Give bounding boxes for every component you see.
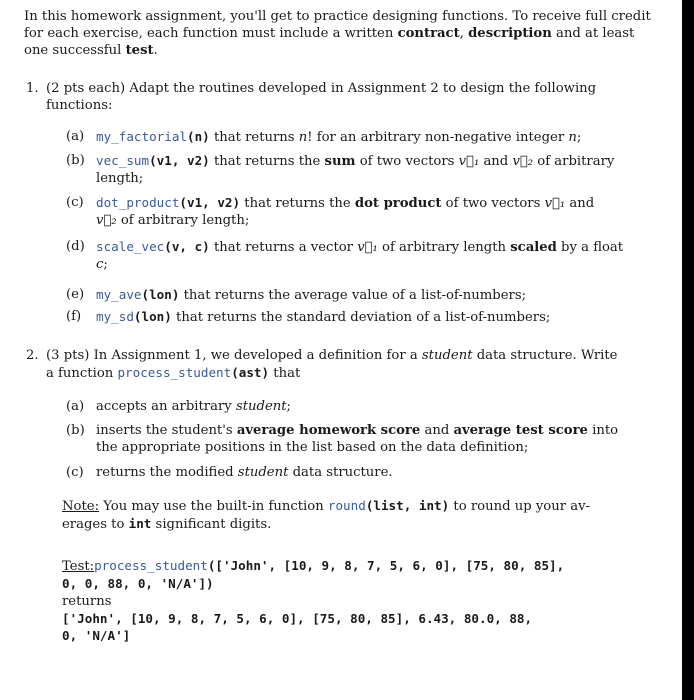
test-args-line-2: 0, 0, 88, 0, 'N/A']) [62,576,214,591]
item-text: the appropriate positions in the list based on the data definition; [96,440,529,455]
function-name: round [327,498,366,513]
note-text: to round up your av- [449,499,590,514]
result-line-1: ['John', [10, 9, 8, 7, 5, 6, 0], [75, 80, 85], 6.43, 80.0, 88, [62,611,533,626]
bold-term: average test score [453,423,588,438]
item-label: (f) [66,309,82,324]
q1-item-a [66,128,626,146]
item-label: (a) [66,129,85,144]
math-var: c [96,257,104,272]
note-block [62,497,650,533]
intro-text: , [459,26,469,41]
q1-item-e [66,286,626,304]
note-label: Note: [62,499,100,514]
item-text: and [479,154,513,169]
right-edge-bar [682,0,694,700]
function-args: (v1, v2) [179,195,241,210]
vector-symbol: v⃗₂ [96,213,117,228]
function-args: (v1, v2) [149,153,210,168]
item-text: inserts the student's [96,423,237,438]
item-text: of arbitrary [533,154,615,169]
item-text: that returns a vector [209,240,358,255]
student-term: student [421,348,473,363]
item-text: into [587,423,619,438]
student-term: student [235,399,287,414]
item-text: and [565,196,595,211]
function-args: (list, int) [365,498,450,513]
student-term: student [237,465,289,480]
function-name: dot_product [96,195,180,210]
item-text: of two vectors [441,196,545,211]
function-args: (ast) [231,365,270,380]
test-term: test [125,43,154,58]
note-line-1 [62,497,650,515]
item-text: accepts an arbitrary [96,399,236,414]
item-label: (b) [66,153,85,168]
item-label: (a) [66,399,85,414]
question-text-part: data structure. Write [472,348,618,363]
bold-term: sum [324,154,356,169]
item-line-2 [96,256,626,273]
item-label: (c) [66,195,84,210]
q1-item-f [66,308,626,326]
function-args: (v, c) [164,239,210,254]
q2-item-c [66,464,626,481]
note-text: You may use the built-in function [99,499,328,514]
item-text: of two vectors [355,154,459,169]
intro-text: one successful [24,43,126,58]
item-line-2 [96,212,626,229]
function-name: vec_sum [96,153,150,168]
item-text: ! for an arbitrary non-negative integer [307,130,569,145]
intro-text: and at least [551,26,635,41]
function-name: scale_vec [96,239,165,254]
intro-paragraph [24,8,651,59]
function-name: process_student [117,365,232,380]
bold-term: average homework score [236,423,421,438]
item-label: (b) [66,423,85,438]
question-text-part: that [269,366,301,381]
question-1 [26,80,634,114]
contract-term: contract [397,26,460,41]
function-name: my_ave [96,287,142,302]
bold-term: scaled [510,240,557,255]
test-label: Test: [62,559,95,574]
intro-text: . [153,43,158,58]
note-text: significant digits. [151,517,272,532]
test-args: (['John', [10, 9, 8, 7, 5, 6, 0], [75, 80, 85], [207,558,565,573]
item-label: (e) [66,287,85,302]
q1-item-b [66,152,626,187]
item-text: that returns the [209,154,325,169]
intro-line-3 [24,42,634,59]
q2-item-b [66,422,626,456]
math-var: n [298,130,308,145]
item-text: and [420,423,454,438]
bold-term: dot product [354,196,442,211]
item-text: that returns the average value of a list-of-numbers; [179,288,527,303]
item-text: ; [286,399,291,414]
question-text-part: a function [46,366,118,381]
item-text: returns the modified [96,465,238,480]
item-text: ; [103,257,108,272]
question-number: 1. [26,81,39,96]
item-text: length; [96,171,144,186]
item-label: (c) [66,465,84,480]
q1-item-d [66,238,626,273]
note-text: erages to [62,517,129,532]
q2-item-a [66,398,626,415]
item-text: that returns [209,130,299,145]
question-text [46,364,634,382]
test-line-1 [62,557,650,575]
question-text: (2 pts each) Adapt the routines developed in Assignment 2 to design the following [46,81,597,96]
function-name: my_sd [96,309,134,324]
math-var: n [568,130,577,145]
intro-line-2 [24,25,634,42]
intro-text: for each exercise, each function must include a written [24,26,398,41]
question-text: functions: [46,98,113,113]
returns-label: returns [62,594,112,609]
result-line-2: 0, 'N/A'] [62,628,131,643]
intro-line-1: In this homework assignment, you'll get to practice designing functions. To receive full credit [24,9,651,24]
function-args: (lon) [141,287,180,302]
question-number: 2. [26,348,39,363]
description-term: description [468,26,552,41]
q1-item-c [66,194,626,229]
int-keyword: int [128,516,152,531]
item-text: that returns the [240,196,355,211]
function-name: my_factorial [96,129,187,144]
item-label: (d) [66,239,85,254]
test-block [62,557,650,644]
item-text: by a float [556,240,624,255]
note-line-2 [62,515,650,533]
item-text: data structure. [288,465,393,480]
item-text: ; [576,130,582,145]
question-text [46,347,634,364]
item-text: of arbitrary length; [116,213,250,228]
vector-symbol: v⃗₁ [458,154,480,169]
question-text-part: (3 pts) In Assignment 1, we developed a definition for a [46,348,422,363]
item-text: of arbitrary length [377,240,511,255]
question-2 [26,347,634,382]
vector-symbol: v⃗₁ [357,240,378,255]
vector-symbol: v⃗₂ [512,154,534,169]
function-name: process_student [94,558,208,573]
item-text: that returns the standard deviation of a list-of-numbers; [171,310,551,325]
function-args: (lon) [133,309,172,324]
vector-symbol: v⃗₁ [544,196,566,211]
function-args: (n) [187,129,210,144]
